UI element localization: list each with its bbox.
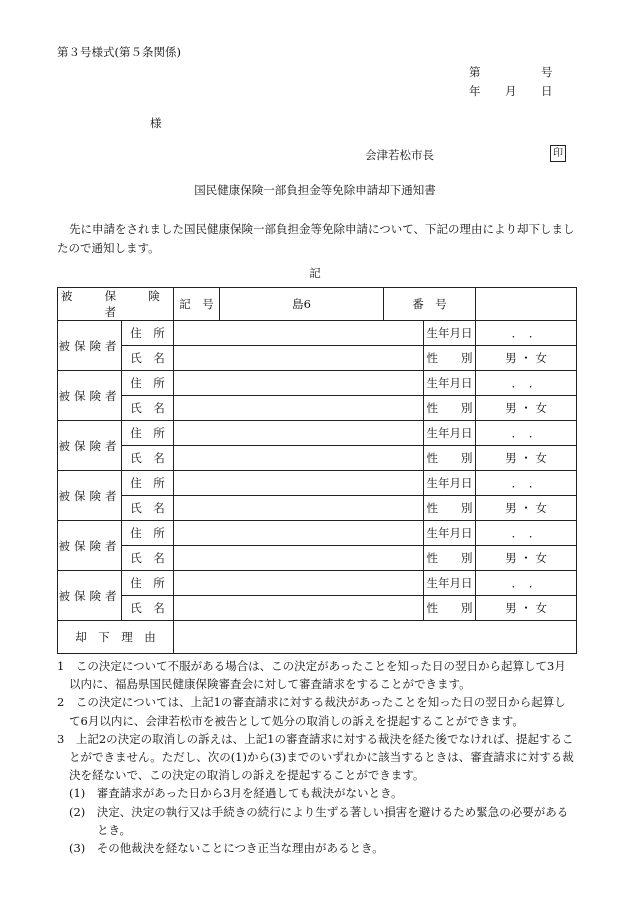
birth-label: 生年月日 — [424, 571, 476, 596]
birth-value: ． ． — [476, 571, 577, 596]
name-label: 氏 名 — [122, 596, 174, 621]
issuer-name: 会津若松市長 — [365, 148, 434, 162]
addressee-suffix: 様 — [150, 116, 162, 130]
address-label: 住 所 — [122, 521, 174, 546]
insured-row — [58, 446, 577, 471]
rejection-reason-value — [174, 621, 577, 654]
birth-label: 生年月日 — [424, 521, 476, 546]
sex-value: 男 ・ 女 — [476, 596, 577, 621]
insured-group-label: 被保険者 — [58, 321, 122, 371]
insured-group-label: 被保険者 — [58, 571, 122, 621]
sex-value: 男 ・ 女 — [476, 396, 577, 421]
sex-value: 男 ・ 女 — [476, 546, 577, 571]
name-value — [174, 596, 424, 621]
name-label: 氏 名 — [122, 346, 174, 371]
number-label: 番 号 — [384, 288, 476, 321]
name-value — [174, 546, 424, 571]
note-3: 3 上記2の決定の取消しの訴えは、上記1の審査請求に対する裁決を経た後でなければ、提起することができません。ただし、次の(1)から(3)までのいずれかに該当するときは、審査請求に対する裁決を経ないで、この決定の取消しの訴えを提起することができます。 — [57, 731, 574, 783]
name-label: 氏 名 — [122, 396, 174, 421]
insured-row — [58, 396, 577, 421]
insured-row — [58, 596, 577, 621]
sex-label: 性 別 — [424, 446, 476, 471]
number-label-dai: 第 — [469, 65, 481, 79]
birth-value: ． ． — [476, 321, 577, 346]
rejection-reason-label: 却 下 理 由 — [58, 621, 174, 654]
address-label: 住 所 — [122, 371, 174, 396]
sex-label: 性 別 — [424, 496, 476, 521]
birth-value: ． ． — [476, 371, 577, 396]
birth-label: 生年月日 — [424, 371, 476, 396]
address-label: 住 所 — [122, 471, 174, 496]
birth-label: 生年月日 — [424, 471, 476, 496]
insured-row — [58, 571, 577, 596]
name-label: 氏 名 — [122, 546, 174, 571]
birth-label: 生年月日 — [424, 421, 476, 446]
insured-group-label: 被保険者 — [58, 421, 122, 471]
address-value — [174, 571, 424, 596]
address-label: 住 所 — [122, 321, 174, 346]
name-label: 氏 名 — [122, 496, 174, 521]
insured-row — [58, 546, 577, 571]
intro-paragraph: 先に申請をされました国民健康保険一部負担金等免除申請について、下記の理由により却下しましたので通知します。 — [57, 222, 575, 255]
form-number: 第３号様式(第５条関係) — [57, 45, 181, 59]
insured-row — [58, 371, 577, 396]
number-value — [476, 288, 577, 321]
birth-label: 生年月日 — [424, 321, 476, 346]
address-value — [174, 371, 424, 396]
sex-label: 性 別 — [424, 596, 476, 621]
insured-row — [58, 471, 577, 496]
birth-value: ． ． — [476, 421, 577, 446]
number-label-go: 号 — [541, 65, 553, 79]
address-value — [174, 321, 424, 346]
address-value — [174, 471, 424, 496]
sex-value: 男 ・ 女 — [476, 346, 577, 371]
address-value — [174, 521, 424, 546]
name-value — [174, 396, 424, 421]
birth-value: ． ． — [476, 471, 577, 496]
table-header-row — [58, 288, 577, 321]
subnote-2: (2) 決定、決定の執行又は手続きの続行により生ずる著しい損害を避けるため緊急の必要があるとき。 — [69, 804, 569, 837]
birth-value: ． ． — [476, 521, 577, 546]
insured-row — [58, 321, 577, 346]
date-month-label: 月 — [505, 84, 517, 98]
notes-section — [57, 657, 577, 857]
document-title: 国民健康保険一部負担金等免除申請却下通知書 — [194, 183, 436, 197]
insured-group-label: 被保険者 — [58, 471, 122, 521]
subnote-3: (3) その他裁決を経ないことにつき正当な理由があるとき。 — [69, 841, 384, 856]
name-value — [174, 496, 424, 521]
subnote-1: (1) 審査請求があった日から3月を経過しても裁決がないとき。 — [69, 786, 403, 801]
address-label: 住 所 — [122, 421, 174, 446]
address-value — [174, 421, 424, 446]
insured-row — [58, 496, 577, 521]
ki-label: 記 — [309, 266, 321, 280]
insured-group-label: 被保険者 — [58, 521, 122, 571]
symbol-label: 記 号 — [174, 288, 220, 321]
sex-label: 性 別 — [424, 396, 476, 421]
symbol-value: 島6 — [220, 288, 384, 321]
date-day-label: 日 — [541, 84, 553, 98]
sex-value: 男 ・ 女 — [476, 496, 577, 521]
note-1: 1 この決定について不服がある場合は、この決定があったことを知った日の翌日から起算して3月以内に、福島県国民健康保険審査会に対して審査請求をすることができます。 — [57, 659, 566, 692]
sex-label: 性 別 — [424, 346, 476, 371]
insured-label: 被 保 険 者 — [58, 288, 174, 321]
sex-label: 性 別 — [424, 546, 476, 571]
note-2: 2 この決定については、上記1の審査請求に対する裁決があったことを知った日の翌日から起算して6月以内に、会津若松市を被告として処分の取消しの訴えを提起することができます。 — [57, 695, 566, 728]
name-label: 氏 名 — [122, 446, 174, 471]
address-label: 住 所 — [122, 571, 174, 596]
insured-row — [58, 521, 577, 546]
insured-row — [58, 421, 577, 446]
insured-table — [57, 287, 577, 654]
name-value — [174, 346, 424, 371]
insured-group-label: 被保険者 — [58, 371, 122, 421]
name-value — [174, 446, 424, 471]
insured-row — [58, 346, 577, 371]
rejection-reason-row — [58, 621, 577, 654]
date-year-label: 年 — [469, 84, 481, 98]
sex-value: 男 ・ 女 — [476, 446, 577, 471]
seal-box: 印 — [550, 145, 566, 162]
